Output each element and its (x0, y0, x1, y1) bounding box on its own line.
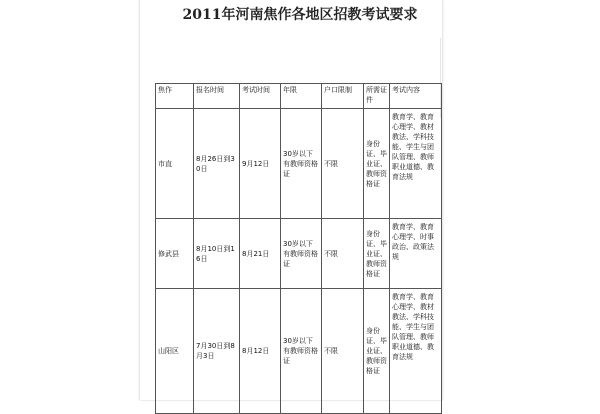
cell-registration-time: 7月30日到8月3日 (194, 289, 240, 414)
header-hukou-limit: 户口限制 (322, 84, 364, 109)
table-row (156, 219, 442, 289)
cell-age-limit: 30岁以下有教师资格证 (281, 219, 322, 289)
header-age-limit: 年限 (281, 84, 322, 109)
cell-area: 山阳区 (156, 289, 194, 414)
cell-required-documents: 身份证、毕业证、教师资格证 (364, 109, 390, 219)
cell-exam-time: 8月21日 (240, 219, 281, 289)
cell-registration-time: 8月10日到16日 (194, 219, 240, 289)
table-row (156, 109, 442, 219)
cell-hukou-limit: 不限 (322, 219, 364, 289)
cell-exam-time: 8月12日 (240, 289, 281, 414)
page-title: 2011年河南焦作各地区招教考试要求 (182, 7, 418, 23)
cell-exam-content: 教育学、教育心理学、教材教法、学科技能、学生与团队管理、教师职业道德、教育法规 (390, 109, 442, 219)
cell-area: 市直 (156, 109, 194, 219)
header-exam-time: 考试时间 (240, 84, 281, 109)
cell-required-documents: 身份证、毕业证、教师资格证 (364, 219, 390, 289)
cell-hukou-limit: 不限 (322, 109, 364, 219)
header-registration-time: 报名时间 (194, 84, 240, 109)
table-header-row (156, 84, 442, 109)
header-area: 焦作 (156, 84, 194, 109)
table-row (156, 289, 442, 414)
cell-age-limit: 30岁以下有教师资格证 (281, 289, 322, 414)
cell-exam-content: 教育学、教育心理学、时事政治、政策法规 (390, 219, 442, 289)
cell-area: 修武县 (156, 219, 194, 289)
cell-age-limit: 30岁以下有教师资格证 (281, 109, 322, 219)
cell-required-documents: 身份证、毕业证、教师资格证 (364, 289, 390, 414)
cell-exam-content: 教育学、教育心理学、教材教法、学科技能、学生与团队管理、教师职业道德、教育法规 (390, 289, 442, 414)
header-exam-content: 考试内容 (390, 84, 442, 109)
cell-exam-time: 9月12日 (240, 109, 281, 219)
header-required-documents: 所需证件 (364, 84, 390, 109)
requirements-table (155, 83, 442, 414)
cell-registration-time: 8月26日到30日 (194, 109, 240, 219)
cell-hukou-limit: 不限 (322, 289, 364, 414)
